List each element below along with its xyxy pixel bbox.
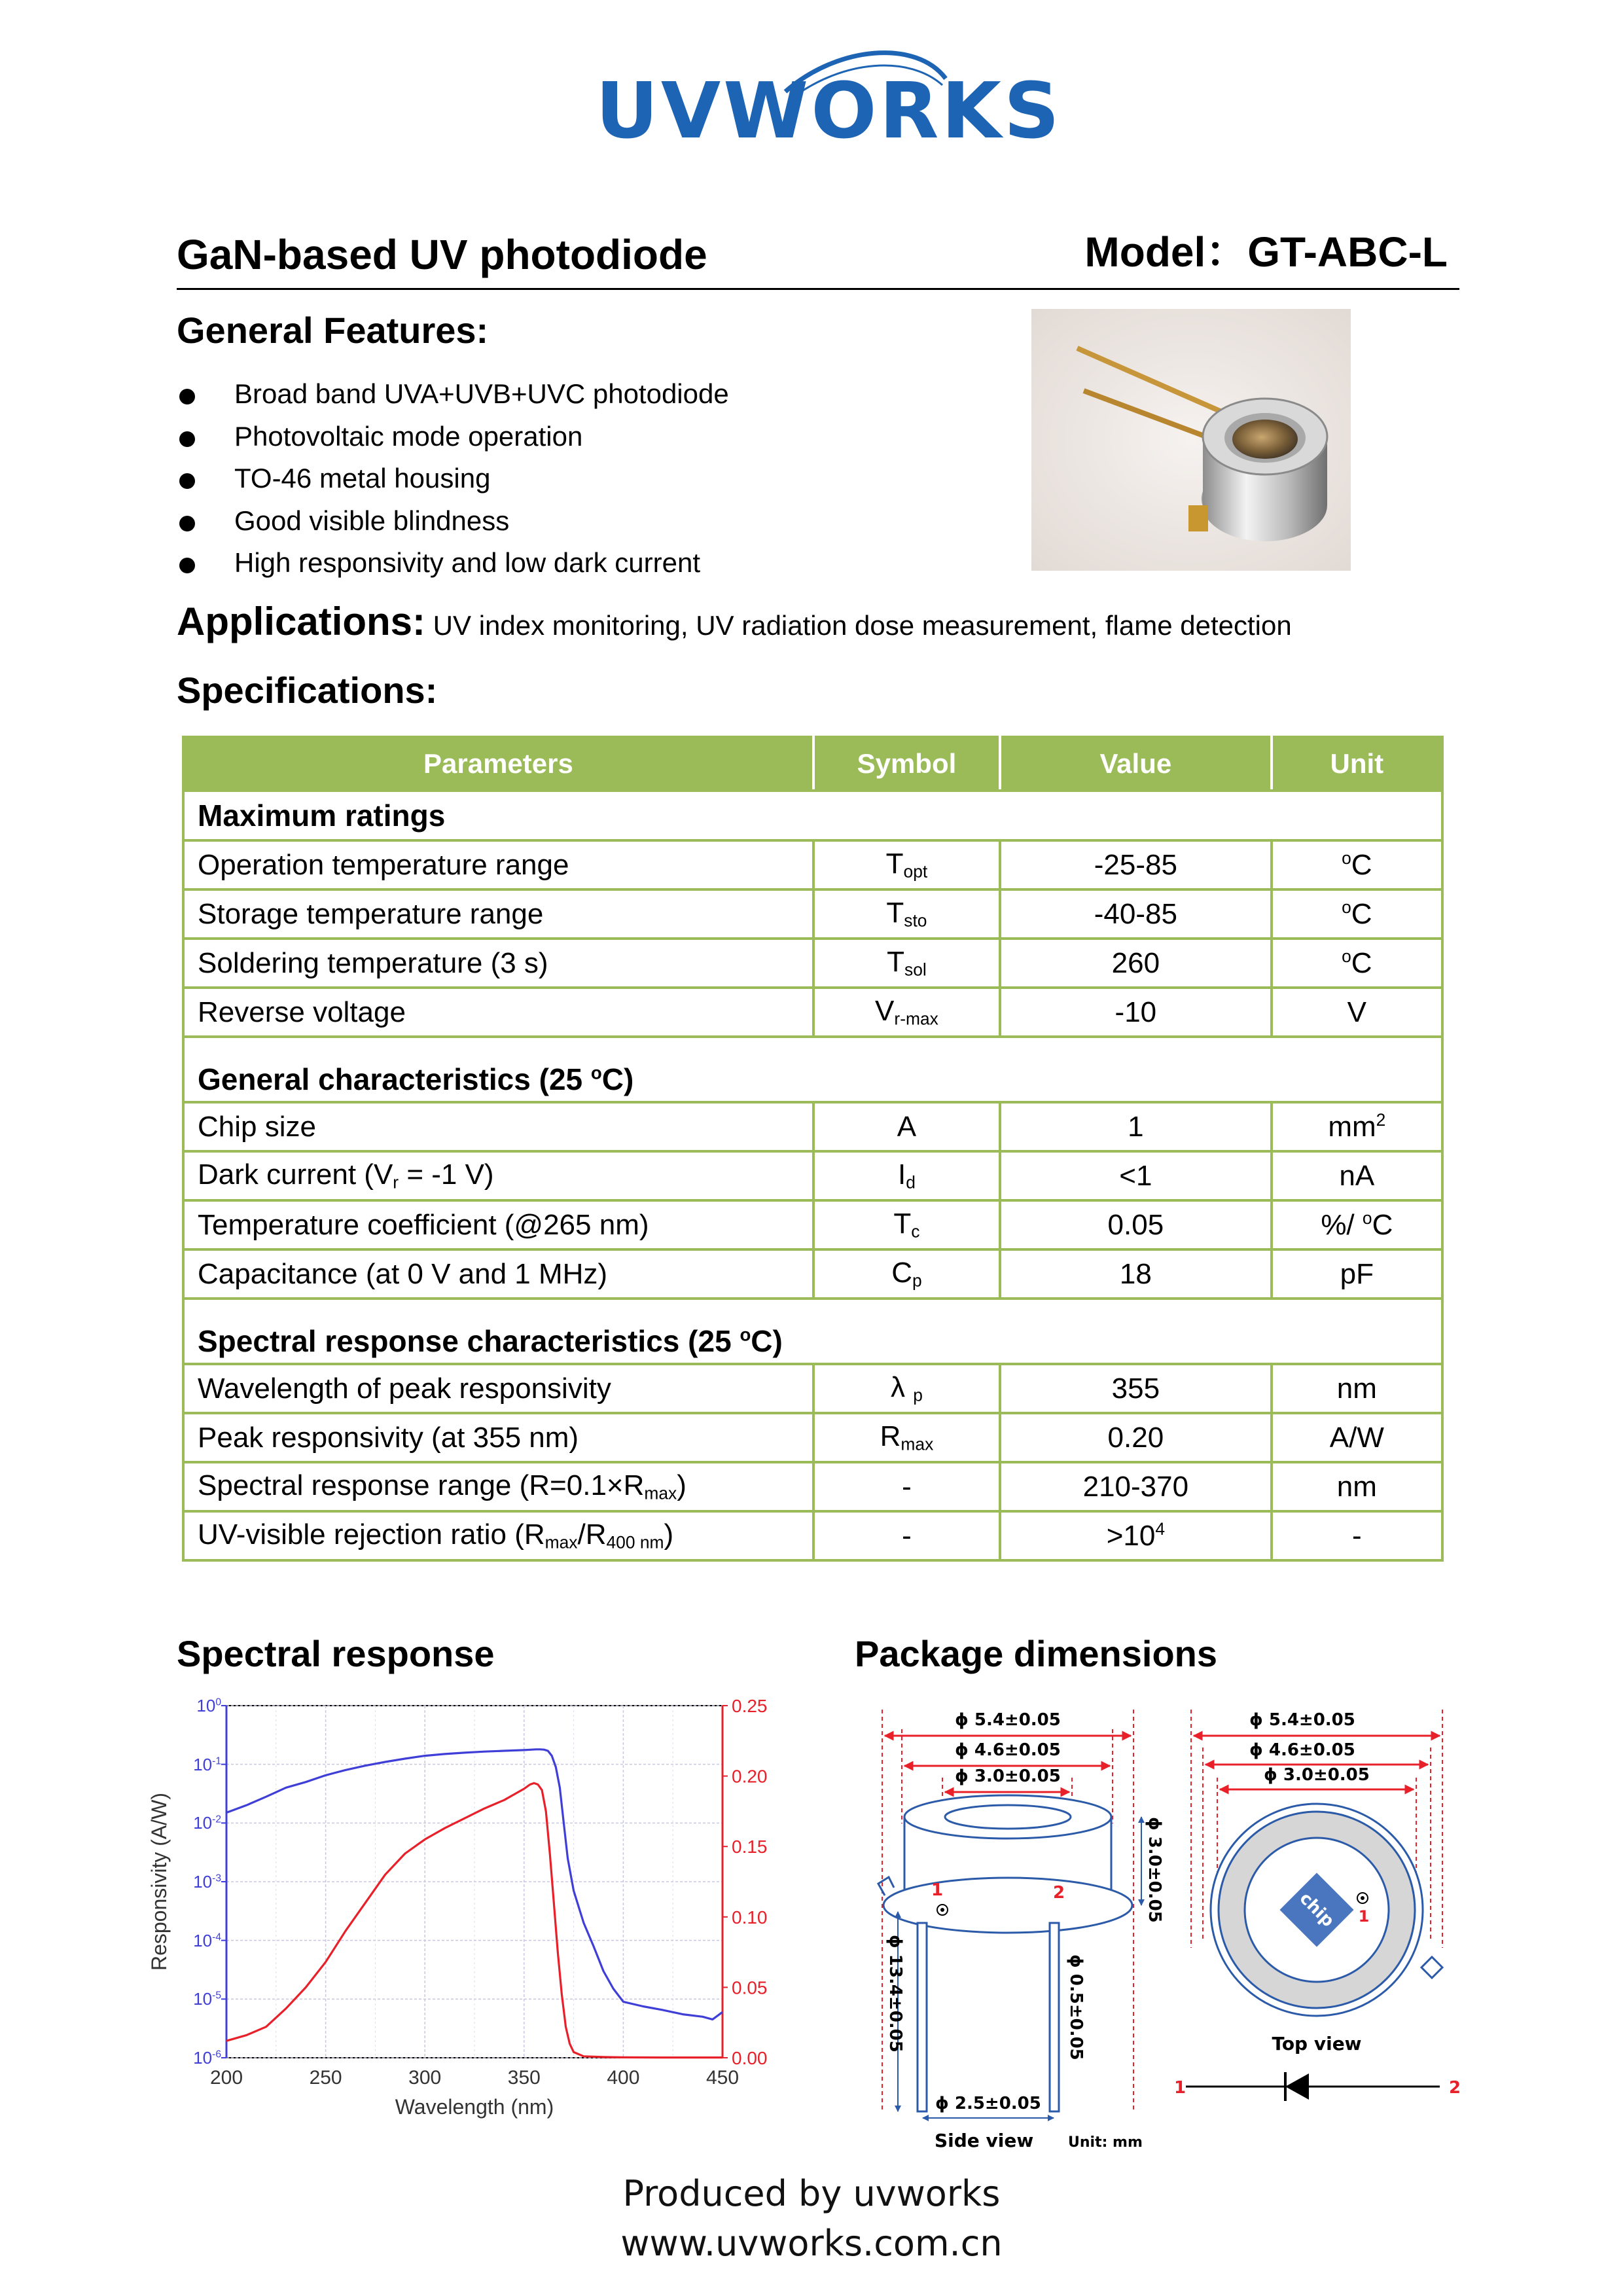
value-cell: <1 [1000,1151,1272,1200]
dim-top-outer: ϕ 5.4±0.05 [1249,1710,1355,1730]
dim-pin-diameter: ϕ 0.5±0.05 [1066,1954,1086,2060]
dim-total-length: ϕ 13.4±0.05 [885,1935,905,2053]
unit-cell: nm [1272,1462,1442,1511]
column-header-symbol: Symbol [813,737,1000,791]
y-axis-label: Responsivity (A/W) [148,1792,171,1971]
specifications-table [182,736,1444,1562]
value-cell: 260 [1000,939,1272,988]
table-row [183,840,1442,889]
column-header-value: Value [1000,737,1272,791]
list-item: Broad band UVA+UVB+UVC photodiode [177,373,1027,416]
symbol-cell: A [813,1102,1000,1151]
y-right-tick-label: 0.00 [732,2048,768,2068]
dim-top-cap: ϕ 4.6±0.05 [1249,1740,1355,1760]
unit-cell: pF [1272,1249,1442,1299]
section-title: General characteristics (25 $^o$C) [183,1037,1442,1102]
unit-cell: $^o$C [1272,840,1442,889]
uvworks-logo [589,39,1062,156]
value-cell: 1 [1000,1102,1272,1151]
photodiode-image [1031,309,1351,571]
diode-symbol [1174,2072,1461,2101]
side-view-label: Side view [935,2130,1034,2151]
table-row [183,1249,1442,1299]
top-view-label: Top view [1272,2033,1362,2054]
unit-cell: V [1272,988,1442,1037]
y-left-tick-label: $10^{-2}$ [193,1813,221,1833]
x-axis-label: Wavelength (nm) [395,2095,554,2119]
param-cell: Storage temperature range [183,889,813,939]
dim-cap-diameter: ϕ 4.6±0.05 [955,1740,1061,1760]
table-row [183,1364,1442,1413]
y-right-tick-label: 0.05 [732,1977,768,1998]
dim-cap-height: ϕ 3.0±0.05 [1145,1817,1164,1923]
diode-triangle-icon [1285,2073,1309,2100]
applications-line [177,599,1292,644]
table-row [183,1151,1442,1200]
unit-cell: A/W [1272,1413,1442,1462]
features-list [177,373,1027,584]
y-right-tick-label: 0.10 [732,1907,768,1928]
param-cell: Chip size [183,1102,813,1151]
y-left-tick-label: $10^{-4}$ [193,1930,221,1950]
chip-label: chip [1295,1888,1338,1931]
table-row [183,889,1442,939]
value-cell: $>10^4$ [1000,1511,1272,1560]
spectral-response-chart [148,1679,785,2125]
unit-cell: nm [1272,1364,1442,1413]
symbol-cell: $V_{r-max}$ [813,988,1000,1037]
dim-pin-pitch: ϕ 2.5±0.05 [935,2094,1041,2113]
section-header-row [183,1299,1442,1364]
bullet-icon [179,389,195,404]
param-cell: Spectral response range $(R=0.1\times R_{max})$ [183,1462,813,1511]
table-row [183,1511,1442,1560]
unit-cell: $^o$C [1272,889,1442,939]
param-cell: Temperature coefficient (@265 nm) [183,1200,813,1249]
y-right-tick-label: 0.20 [732,1766,768,1787]
param-cell: Reverse voltage [183,988,813,1037]
symbol-cell: $T_{opt}$ [813,840,1000,889]
unit-label: Unit: mm [1068,2134,1143,2151]
value-cell: -25-85 [1000,840,1272,889]
param-cell: Wavelength of peak responsivity [183,1364,813,1413]
section-header-row [183,1037,1442,1102]
y-left-tick-label: $10^{-6}$ [193,2048,221,2068]
top-pin-1-label: 1 [1358,1907,1370,1926]
table-row [183,939,1442,988]
table-row [183,1102,1442,1151]
param-cell: Capacitance (at 0 V and 1 MHz) [183,1249,813,1299]
symbol-cell: - [813,1511,1000,1560]
section-title: Spectral response characteristics (25 $^o$C) [183,1299,1442,1364]
section-title: Maximum ratings [183,791,1442,840]
top-view-drawing [1191,1710,1442,2054]
diode-pin-2-label: 2 [1449,2078,1461,2098]
table-header-row [183,737,1442,791]
y-left-tick-label: $10^{-1}$ [193,1754,221,1774]
side-view-drawing [878,1710,1164,2151]
bullet-icon [179,516,195,531]
value-cell: 355 [1000,1364,1272,1413]
diode-pin-1-label: 1 [1174,2078,1186,2098]
spectral-response-heading: Spectral response [177,1633,495,1674]
unit-cell: - [1272,1511,1442,1560]
bullet-icon [179,473,195,489]
symbol-cell: $T_{sol}$ [813,939,1000,988]
footer-website: www.uvworks.com.cn [620,2223,1003,2264]
symbol-cell: λ $_p$ [813,1364,1000,1413]
symbol-cell: $C_p$ [813,1249,1000,1299]
y-left-tick-label: $10^{-5}$ [193,1989,221,2009]
x-tick-label: 300 [408,2067,442,2089]
table-row [183,1462,1442,1511]
package-dimensions-drawing [851,1679,1466,2151]
table-row [183,988,1442,1037]
footer-producer: Produced by uvworks [622,2173,1001,2214]
product-title: GaN-based UV photodiode [177,231,707,278]
symbol-cell: $T_{sto}$ [813,889,1000,939]
list-item: Good visible blindness [177,500,1027,543]
table-row [183,1413,1442,1462]
x-tick-label: 400 [607,2067,640,2089]
y-left-tick-label: $10^{-3}$ [193,1872,221,1892]
value-cell: 0.05 [1000,1200,1272,1249]
package-dimensions-heading: Package dimensions [855,1633,1218,1674]
param-cell: Soldering temperature (3 s) [183,939,813,988]
spectral-response-chart-svg [148,1679,785,2125]
value-cell: 18 [1000,1249,1272,1299]
symbol-cell: - [813,1462,1000,1511]
specifications-table-body [183,791,1442,1560]
param-cell: Dark current ($V_r = -1$ V) [183,1151,813,1200]
list-item: High responsivity and low dark current [177,542,1027,584]
model-number: Model：GT-ABC-L [1084,228,1448,276]
unit-cell: nA [1272,1151,1442,1200]
symbol-cell: $I_d$ [813,1151,1000,1200]
bullet-icon [179,431,195,447]
pin-2-label: 2 [1052,1883,1065,1903]
applications-label: Applications: [177,600,426,643]
specifications-heading: Specifications: [177,670,438,711]
value-cell: 0.20 [1000,1413,1272,1462]
x-tick-label: 350 [507,2067,541,2089]
x-tick-label: 250 [309,2067,342,2089]
value-cell: -10 [1000,988,1272,1037]
y-right-tick-label: 0.15 [732,1837,768,1857]
logo-text: UVWORKS [596,65,1062,156]
table-row [183,1200,1442,1249]
param-cell: Operation temperature range [183,840,813,889]
applications-text: UV index monitoring, UV radiation dose measurement, flame detection [425,610,1292,641]
dim-window-diameter: ϕ 3.0±0.05 [955,1767,1061,1786]
value-cell: -40-85 [1000,889,1272,939]
unit-cell: $mm^2$ [1272,1102,1442,1151]
bullet-icon [179,558,195,573]
param-cell: UV-visible rejection ratio $(R_{max}/R_{400 nm})$ [183,1511,813,1560]
features-heading: General Features: [177,310,489,351]
dim-outer-diameter: ϕ 5.4±0.05 [955,1710,1061,1730]
param-cell: Peak responsivity (at 355 nm) [183,1413,813,1462]
value-cell: 210-370 [1000,1462,1272,1511]
x-tick-label: 200 [209,2067,243,2089]
y-right-tick-label: 0.25 [732,1696,768,1716]
column-header-parameters: Parameters [183,737,813,791]
unit-cell: %/ $^o$C [1272,1200,1442,1249]
list-item: Photovoltaic mode operation [177,416,1027,458]
section-header-row [183,791,1442,840]
unit-cell: $^o$C [1272,939,1442,988]
y-left-tick-label: $10^0$ [196,1696,221,1715]
package-dimensions-svg [851,1679,1466,2151]
column-header-unit: Unit [1272,737,1442,791]
title-row [177,229,1459,290]
x-tick-label: 450 [705,2067,740,2089]
product-photo [1031,309,1351,571]
symbol-cell: $R_{max}$ [813,1413,1000,1462]
pin-1-label: 1 [931,1880,944,1900]
symbol-cell: $T_c$ [813,1200,1000,1249]
list-item: TO-46 metal housing [177,457,1027,500]
dim-top-window: ϕ 3.0±0.05 [1264,1765,1370,1785]
